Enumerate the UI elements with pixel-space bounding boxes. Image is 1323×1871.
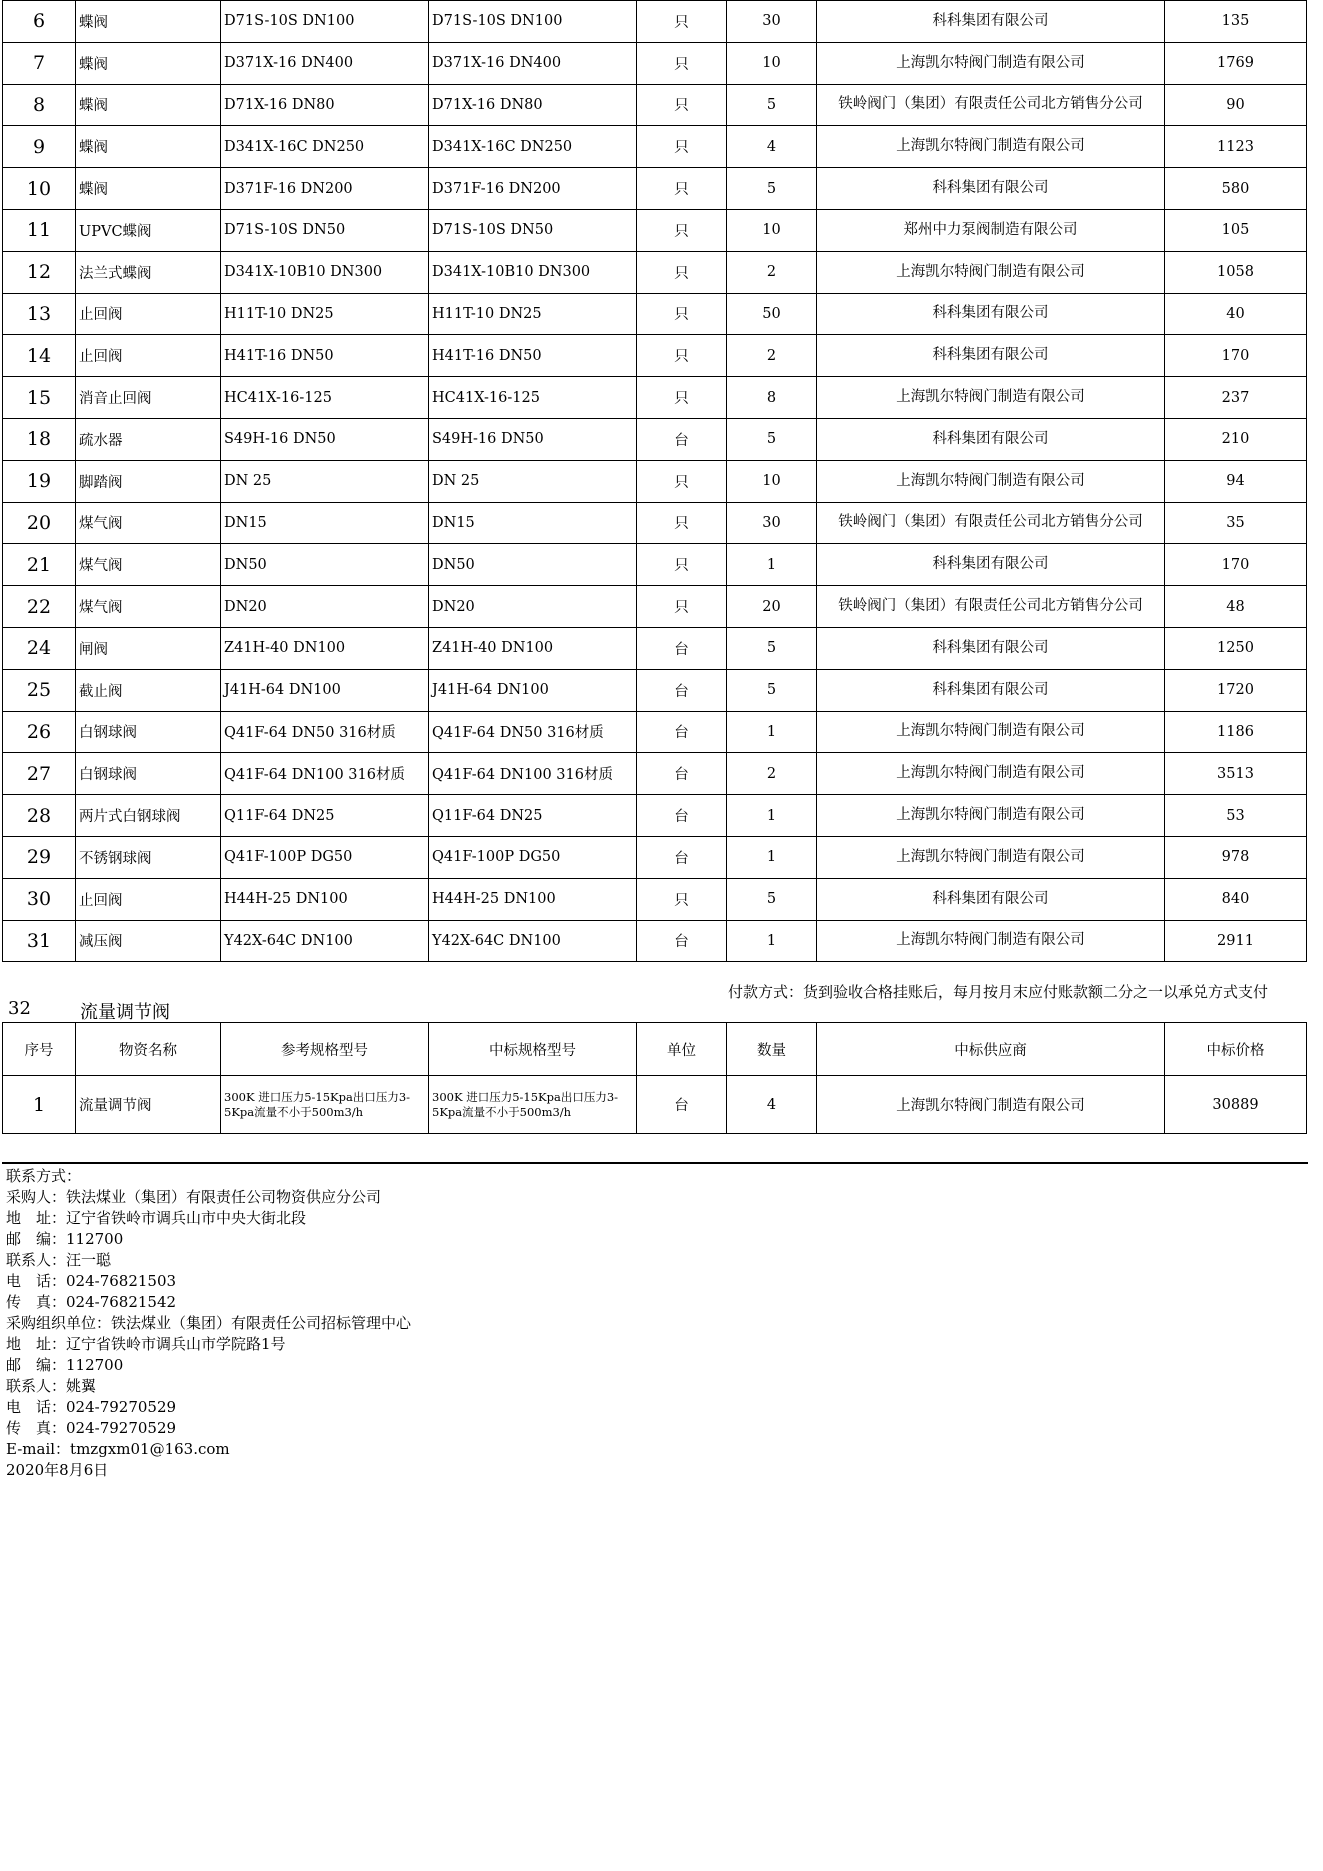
row-supplier: 科科集团有限公司: [817, 544, 1165, 586]
row-qty: 1: [727, 795, 817, 837]
row-supplier: 郑州中力泵阀制造有限公司: [817, 209, 1165, 251]
row-ref-spec: D341X-16C DN250: [221, 126, 429, 168]
row-qty: 2: [727, 251, 817, 293]
header-unit: 单位: [637, 1023, 727, 1076]
row-supplier: 铁岭阀门（集团）有限责任公司北方销售分公司: [817, 84, 1165, 126]
row-no: 13: [3, 293, 76, 335]
row-supplier: 科科集团有限公司: [817, 168, 1165, 210]
table-row: [3, 418, 1307, 460]
contact-line: E-mail：tmzgxm01@163.com: [6, 1440, 230, 1458]
row-ref-spec: D371X-16 DN400: [221, 42, 429, 84]
table-row: [3, 377, 1307, 419]
row-supplier: 科科集团有限公司: [817, 878, 1165, 920]
row-supplier: 上海凯尔特阀门制造有限公司: [817, 251, 1165, 293]
table-row: [3, 1076, 1307, 1134]
row-unit: 只: [637, 460, 727, 502]
row-name: 白钢球阀: [76, 753, 221, 795]
row-qty: 2: [727, 335, 817, 377]
contact-info: [6, 1166, 411, 1481]
row-price: 1250: [1165, 627, 1307, 669]
row-unit: 台: [637, 418, 727, 460]
row-unit: 只: [637, 1, 727, 43]
table-row: [3, 753, 1307, 795]
row-price: 105: [1165, 209, 1307, 251]
row-no: 19: [3, 460, 76, 502]
table-row: [3, 42, 1307, 84]
row-no: 14: [3, 335, 76, 377]
header-no: 序号: [3, 1023, 76, 1076]
row-qty: 5: [727, 168, 817, 210]
payment-terms: 付款方式：货到验收合格挂账后，每月按月末应付账款额二分之一以承兑方式支付: [728, 983, 1269, 1001]
row-price: 1058: [1165, 251, 1307, 293]
table-row: [3, 711, 1307, 753]
row-name: 煤气阀: [76, 502, 221, 544]
section-title: 流量调节阀: [80, 1002, 170, 1023]
row-unit: 台: [637, 753, 727, 795]
row-qty: 10: [727, 209, 817, 251]
row-supplier: 科科集团有限公司: [817, 669, 1165, 711]
row-price: 1720: [1165, 669, 1307, 711]
row-price: 3513: [1165, 753, 1307, 795]
row-supplier: 上海凯尔特阀门制造有限公司: [817, 42, 1165, 84]
row-bid-spec: Y42X-64C DN100: [429, 920, 637, 962]
row-name: 止回阀: [76, 293, 221, 335]
row-price: 48: [1165, 586, 1307, 628]
row-qty: 20: [727, 586, 817, 628]
row-bid-spec: D371X-16 DN400: [429, 42, 637, 84]
row-ref-spec: 300K 进口压力5-15Kpa出口压力3-5Kpa流量不小于500m3/h: [221, 1076, 429, 1134]
row-ref-spec: D341X-10B10 DN300: [221, 251, 429, 293]
row-price: 1186: [1165, 711, 1307, 753]
row-no: 25: [3, 669, 76, 711]
row-qty: 2: [727, 753, 817, 795]
bid-results-table: [2, 0, 1307, 962]
row-qty: 1: [727, 836, 817, 878]
row-name: 脚踏阀: [76, 460, 221, 502]
row-bid-spec: H44H-25 DN100: [429, 878, 637, 920]
row-supplier: 科科集团有限公司: [817, 627, 1165, 669]
row-ref-spec: HC41X-16-125: [221, 377, 429, 419]
header-ref-spec: 参考规格型号: [221, 1023, 429, 1076]
row-unit: 台: [637, 669, 727, 711]
contact-line: 地 址：辽宁省铁岭市调兵山市学院路1号: [6, 1335, 286, 1353]
divider: [2, 1162, 1308, 1164]
row-price: 94: [1165, 460, 1307, 502]
table-row: [3, 920, 1307, 962]
section-number: 32: [8, 998, 31, 1019]
flow-valve-table: [2, 1022, 1307, 1134]
row-bid-spec: S49H-16 DN50: [429, 418, 637, 460]
row-price: 170: [1165, 544, 1307, 586]
row-unit: 台: [637, 1076, 727, 1134]
row-name: 蝶阀: [76, 126, 221, 168]
row-name: 蝶阀: [76, 168, 221, 210]
row-no: 22: [3, 586, 76, 628]
row-bid-spec: H41T-16 DN50: [429, 335, 637, 377]
row-no: 15: [3, 377, 76, 419]
row-qty: 5: [727, 418, 817, 460]
header-price: 中标价格: [1165, 1023, 1307, 1076]
row-bid-spec: DN 25: [429, 460, 637, 502]
row-unit: 只: [637, 42, 727, 84]
table-row: [3, 669, 1307, 711]
row-ref-spec: Q11F-64 DN25: [221, 795, 429, 837]
row-supplier: 上海凯尔特阀门制造有限公司: [817, 460, 1165, 502]
row-price: 30889: [1165, 1076, 1307, 1134]
row-ref-spec: DN50: [221, 544, 429, 586]
row-no: 9: [3, 126, 76, 168]
row-qty: 4: [727, 1076, 817, 1134]
table-row: [3, 544, 1307, 586]
row-name: 疏水器: [76, 418, 221, 460]
row-name: 不锈钢球阀: [76, 836, 221, 878]
row-name: 蝶阀: [76, 1, 221, 43]
row-qty: 30: [727, 1, 817, 43]
row-unit: 台: [637, 711, 727, 753]
row-no: 20: [3, 502, 76, 544]
row-supplier: 上海凯尔特阀门制造有限公司: [817, 126, 1165, 168]
row-no: 29: [3, 836, 76, 878]
row-unit: 只: [637, 502, 727, 544]
row-name: 煤气阀: [76, 544, 221, 586]
table-row: [3, 209, 1307, 251]
row-bid-spec: D371F-16 DN200: [429, 168, 637, 210]
row-qty: 10: [727, 460, 817, 502]
row-name: 消音止回阀: [76, 377, 221, 419]
row-no: 28: [3, 795, 76, 837]
row-bid-spec: HC41X-16-125: [429, 377, 637, 419]
row-ref-spec: Q41F-64 DN50 316材质: [221, 711, 429, 753]
row-unit: 只: [637, 251, 727, 293]
header-qty: 数量: [727, 1023, 817, 1076]
row-price: 210: [1165, 418, 1307, 460]
row-unit: 只: [637, 878, 727, 920]
row-name: 流量调节阀: [76, 1076, 221, 1134]
row-ref-spec: DN15: [221, 502, 429, 544]
table-row: [3, 335, 1307, 377]
table-header-row: [3, 1023, 1307, 1076]
row-supplier: 科科集团有限公司: [817, 418, 1165, 460]
table-row: [3, 460, 1307, 502]
row-ref-spec: J41H-64 DN100: [221, 669, 429, 711]
contact-line: 邮 编：112700: [6, 1356, 124, 1374]
row-supplier: 铁岭阀门（集团）有限责任公司北方销售分公司: [817, 586, 1165, 628]
row-no: 11: [3, 209, 76, 251]
row-no: 31: [3, 920, 76, 962]
row-bid-spec: J41H-64 DN100: [429, 669, 637, 711]
contact-line: 地 址：辽宁省铁岭市调兵山市中央大街北段: [6, 1209, 307, 1227]
row-price: 237: [1165, 377, 1307, 419]
row-bid-spec: D71S-10S DN50: [429, 209, 637, 251]
row-price: 35: [1165, 502, 1307, 544]
row-bid-spec: DN50: [429, 544, 637, 586]
row-unit: 台: [637, 920, 727, 962]
row-supplier: 科科集团有限公司: [817, 1, 1165, 43]
row-supplier: 上海凯尔特阀门制造有限公司: [817, 795, 1165, 837]
row-ref-spec: DN20: [221, 586, 429, 628]
row-ref-spec: H41T-16 DN50: [221, 335, 429, 377]
header-supplier: 中标供应商: [817, 1023, 1165, 1076]
row-unit: 台: [637, 627, 727, 669]
row-qty: 5: [727, 84, 817, 126]
row-name: 止回阀: [76, 335, 221, 377]
row-price: 840: [1165, 878, 1307, 920]
row-ref-spec: Q41F-100P DG50: [221, 836, 429, 878]
row-qty: 4: [727, 126, 817, 168]
row-bid-spec: Q41F-64 DN50 316材质: [429, 711, 637, 753]
row-qty: 30: [727, 502, 817, 544]
contact-line: 电 话：024-76821503: [6, 1272, 177, 1290]
row-qty: 5: [727, 669, 817, 711]
row-ref-spec: S49H-16 DN50: [221, 418, 429, 460]
row-qty: 5: [727, 878, 817, 920]
contact-line: 联系人：姚翼: [6, 1377, 97, 1395]
contact-line: 采购组织单位：铁法煤业（集团）有限责任公司招标管理中心: [6, 1314, 412, 1332]
contact-line: 联系人：汪一聪: [6, 1251, 112, 1269]
row-qty: 5: [727, 627, 817, 669]
table-row: [3, 84, 1307, 126]
row-bid-spec: DN15: [429, 502, 637, 544]
row-unit: 只: [637, 586, 727, 628]
row-ref-spec: H44H-25 DN100: [221, 878, 429, 920]
row-no: 6: [3, 1, 76, 43]
row-name: 法兰式蝶阀: [76, 251, 221, 293]
row-ref-spec: Z41H-40 DN100: [221, 627, 429, 669]
row-name: 截止阀: [76, 669, 221, 711]
row-price: 90: [1165, 84, 1307, 126]
row-supplier: 上海凯尔特阀门制造有限公司: [817, 377, 1165, 419]
table-row: [3, 627, 1307, 669]
row-bid-spec: DN20: [429, 586, 637, 628]
row-name: 闸阀: [76, 627, 221, 669]
row-qty: 50: [727, 293, 817, 335]
row-no: 27: [3, 753, 76, 795]
row-supplier: 上海凯尔特阀门制造有限公司: [817, 753, 1165, 795]
row-qty: 1: [727, 920, 817, 962]
contact-line: 采购人：铁法煤业（集团）有限责任公司物资供应分公司: [6, 1188, 382, 1206]
row-ref-spec: D371F-16 DN200: [221, 168, 429, 210]
row-ref-spec: D71S-10S DN100: [221, 1, 429, 43]
row-bid-spec: D71S-10S DN100: [429, 1, 637, 43]
table-row: [3, 795, 1307, 837]
row-name: 白钢球阀: [76, 711, 221, 753]
row-supplier: 科科集团有限公司: [817, 293, 1165, 335]
table-row: [3, 586, 1307, 628]
row-unit: 只: [637, 293, 727, 335]
table-row: [3, 1, 1307, 43]
row-bid-spec: D341X-16C DN250: [429, 126, 637, 168]
row-unit: 只: [637, 126, 727, 168]
row-bid-spec: D71X-16 DN80: [429, 84, 637, 126]
row-bid-spec: Z41H-40 DN100: [429, 627, 637, 669]
row-qty: 8: [727, 377, 817, 419]
row-price: 170: [1165, 335, 1307, 377]
row-unit: 台: [637, 836, 727, 878]
table-body: [3, 1, 1307, 962]
contact-line: 传 真：024-76821542: [6, 1293, 177, 1311]
row-supplier: 上海凯尔特阀门制造有限公司: [817, 711, 1165, 753]
row-unit: 台: [637, 795, 727, 837]
row-bid-spec: Q11F-64 DN25: [429, 795, 637, 837]
row-unit: 只: [637, 84, 727, 126]
row-ref-spec: H11T-10 DN25: [221, 293, 429, 335]
table-row: [3, 126, 1307, 168]
row-name: UPVC蝶阀: [76, 209, 221, 251]
header-bid-spec: 中标规格型号: [429, 1023, 637, 1076]
row-unit: 只: [637, 168, 727, 210]
contact-line: 2020年8月6日: [6, 1461, 109, 1479]
row-no: 8: [3, 84, 76, 126]
contact-line: 邮 编：112700: [6, 1230, 124, 1248]
contact-line: 电 话：024-79270529: [6, 1398, 177, 1416]
row-supplier: 上海凯尔特阀门制造有限公司: [817, 836, 1165, 878]
row-qty: 1: [727, 544, 817, 586]
row-bid-spec: H11T-10 DN25: [429, 293, 637, 335]
row-price: 580: [1165, 168, 1307, 210]
row-no: 26: [3, 711, 76, 753]
row-bid-spec: Q41F-64 DN100 316材质: [429, 753, 637, 795]
row-ref-spec: Y42X-64C DN100: [221, 920, 429, 962]
row-qty: 10: [727, 42, 817, 84]
contact-line: 传 真：024-79270529: [6, 1419, 177, 1437]
table-row: [3, 836, 1307, 878]
row-ref-spec: DN 25: [221, 460, 429, 502]
row-price: 978: [1165, 836, 1307, 878]
row-no: 21: [3, 544, 76, 586]
row-no: 7: [3, 42, 76, 84]
row-ref-spec: Q41F-64 DN100 316材质: [221, 753, 429, 795]
row-price: 1123: [1165, 126, 1307, 168]
row-unit: 只: [637, 209, 727, 251]
row-no: 1: [3, 1076, 76, 1134]
contact-line: 联系方式：: [6, 1167, 82, 1185]
row-price: 40: [1165, 293, 1307, 335]
table-row: [3, 878, 1307, 920]
table-row: [3, 251, 1307, 293]
row-ref-spec: D71S-10S DN50: [221, 209, 429, 251]
table-row: [3, 168, 1307, 210]
row-bid-spec: 300K 进口压力5-15Kpa出口压力3-5Kpa流量不小于500m3/h: [429, 1076, 637, 1134]
row-supplier: 上海凯尔特阀门制造有限公司: [817, 1076, 1165, 1134]
row-qty: 1: [727, 711, 817, 753]
table-row: [3, 293, 1307, 335]
row-name: 蝶阀: [76, 42, 221, 84]
row-no: 30: [3, 878, 76, 920]
row-no: 10: [3, 168, 76, 210]
row-bid-spec: Q41F-100P DG50: [429, 836, 637, 878]
row-name: 两片式白钢球阀: [76, 795, 221, 837]
table-row: [3, 502, 1307, 544]
row-price: 135: [1165, 1, 1307, 43]
row-price: 53: [1165, 795, 1307, 837]
row-price: 2911: [1165, 920, 1307, 962]
row-supplier: 铁岭阀门（集团）有限责任公司北方销售分公司: [817, 502, 1165, 544]
row-name: 止回阀: [76, 878, 221, 920]
header-name: 物资名称: [76, 1023, 221, 1076]
row-unit: 只: [637, 544, 727, 586]
row-unit: 只: [637, 335, 727, 377]
row-name: 蝶阀: [76, 84, 221, 126]
row-ref-spec: D71X-16 DN80: [221, 84, 429, 126]
row-unit: 只: [637, 377, 727, 419]
row-bid-spec: D341X-10B10 DN300: [429, 251, 637, 293]
row-no: 18: [3, 418, 76, 460]
row-name: 减压阀: [76, 920, 221, 962]
row-supplier: 科科集团有限公司: [817, 335, 1165, 377]
row-supplier: 上海凯尔特阀门制造有限公司: [817, 920, 1165, 962]
row-price: 1769: [1165, 42, 1307, 84]
row-no: 12: [3, 251, 76, 293]
row-name: 煤气阀: [76, 586, 221, 628]
row-no: 24: [3, 627, 76, 669]
